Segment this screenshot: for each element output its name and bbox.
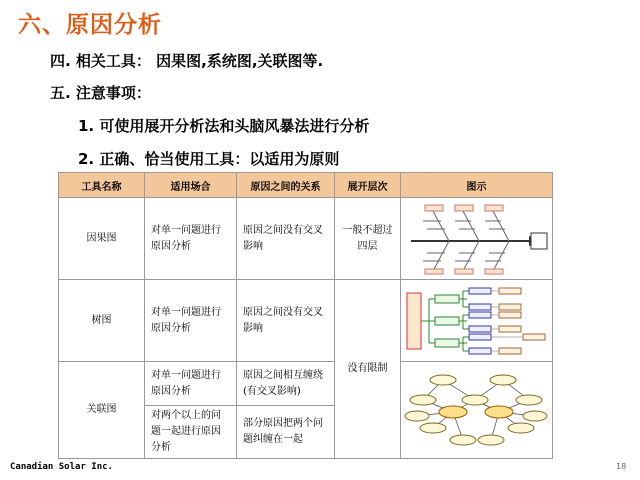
cell-level: 一般不超过四层 [335,198,401,280]
header-tool-name: 工具名称 [59,173,145,198]
table-row [59,198,553,280]
tree-diagram-image [401,280,553,362]
cell-relation: 原因之间没有交叉影响 [237,198,335,280]
section-tools: 四. 相关工具： 因果图,系统图,关联图等. [50,52,324,70]
page-number: 18 [616,462,627,471]
cell-relation: 原因之间没有交叉影响 [237,280,335,362]
cell-use: 对单一问题进行原因分析 [145,198,237,280]
header-level: 展开层次 [335,173,401,198]
cell-relation: 部分原因把两个问题纠缠在一起 [237,406,335,459]
page-title: 六、原因分析 [18,12,162,38]
header-use: 适用场合 [145,173,237,198]
cell-name: 因果图 [59,198,145,280]
cell-use: 对两个以上的问题一起进行原因分析 [145,406,237,459]
cell-use: 对单一问题进行原因分析 [145,362,237,406]
table-row [59,362,553,406]
cell-name: 关联图 [59,362,145,459]
note-2: 2. 正确、恰当使用工具：以适用为原则 [78,150,340,168]
header-relation: 原因之间的关系 [237,173,335,198]
cell-level-shared: 没有限制 [335,280,401,459]
table-header-row [59,173,553,198]
footer-company: Canadian Solar Inc. [10,462,113,472]
header-illustration: 图示 [401,173,553,198]
cell-relation: 原因之间相互缠绕(有交叉影响) [237,362,335,406]
relation-diagram-image [401,362,553,459]
section-notes: 五. 注意事项： [50,84,151,102]
cell-use: 对单一问题进行原因分析 [145,280,237,362]
note-1: 1. 可使用展开分析法和头脑风暴法进行分析 [78,117,370,135]
tools-table [58,172,553,459]
table-row [59,280,553,362]
cell-name: 树图 [59,280,145,362]
fishbone-diagram-image [401,198,553,280]
